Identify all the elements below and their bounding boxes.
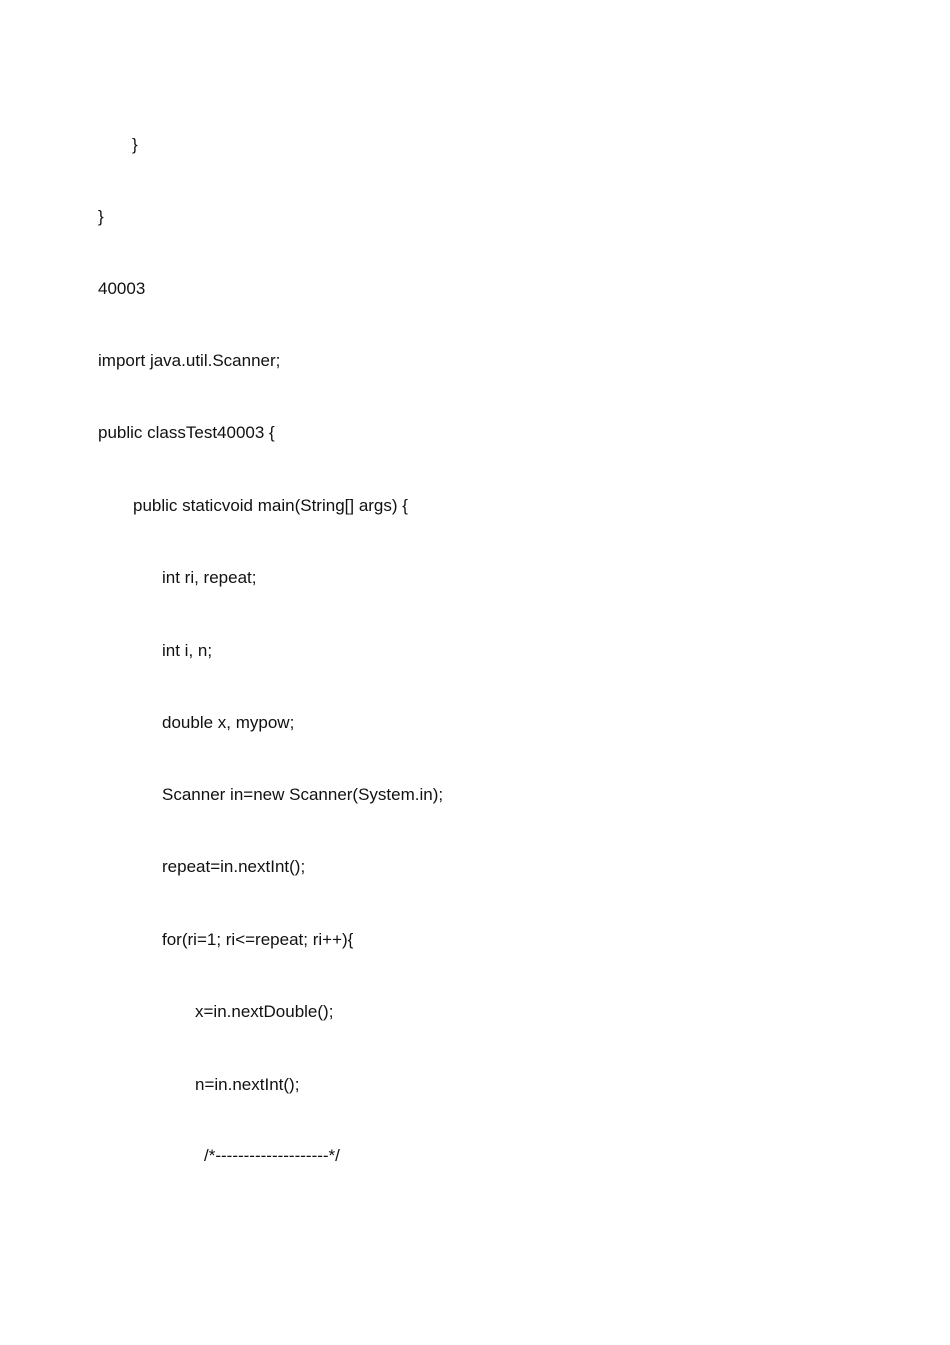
- code-line: for(ri=1; ri<=repeat; ri++){: [162, 930, 354, 949]
- code-line: int i, n;: [162, 641, 213, 660]
- code-line: n=in.nextInt();: [195, 1075, 300, 1094]
- code-line: Scanner in=new Scanner(System.in);: [162, 785, 444, 804]
- code-line: public staticvoid main(String[] args) {: [133, 496, 408, 515]
- code-line: public classTest40003 {: [98, 423, 275, 442]
- code-line: import java.util.Scanner;: [98, 351, 281, 370]
- code-line: repeat=in.nextInt();: [162, 857, 306, 876]
- code-line: 40003: [98, 279, 146, 298]
- code-line: double x, mypow;: [162, 713, 295, 732]
- code-line: x=in.nextDouble();: [195, 1002, 334, 1021]
- code-line: }: [98, 207, 104, 226]
- code-line: /*--------------------*/: [204, 1146, 340, 1165]
- code-line: }: [132, 135, 138, 154]
- code-line: int ri, repeat;: [162, 568, 257, 587]
